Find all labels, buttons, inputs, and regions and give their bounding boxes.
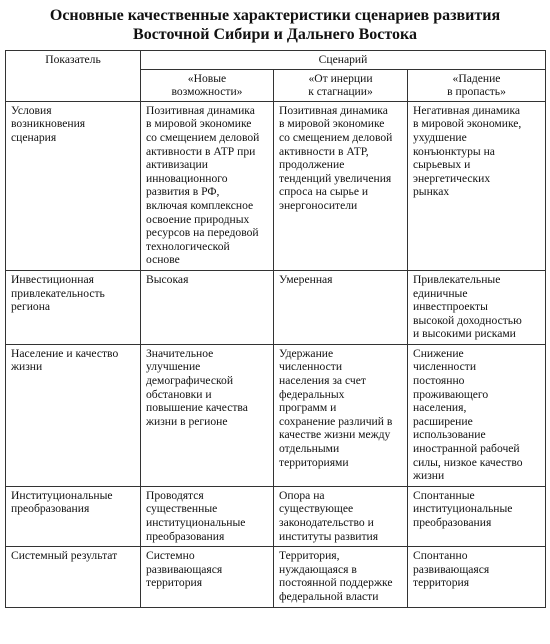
cell-line: активизации (146, 158, 208, 172)
cell-line: численности (279, 360, 343, 374)
cell-inertia (274, 547, 408, 607)
cell-new-opportunities (141, 344, 274, 486)
cell-line: программ и (279, 401, 337, 415)
table-row-conditions (6, 101, 546, 270)
cell-inertia (274, 486, 408, 546)
document-title (0, 6, 550, 44)
scenarios-table (5, 50, 546, 608)
cell-line: институциональные (413, 502, 513, 516)
cell-line: сценария (11, 130, 57, 144)
cell-line: нуждающаяся в (279, 562, 357, 576)
header-line: «Новые (187, 71, 227, 85)
cell-line: Высокая (146, 272, 189, 286)
cell-line: Население и качество (11, 346, 119, 360)
cell-line: и высокими рисками (413, 327, 516, 341)
cell-line: включая комплексное (146, 198, 254, 212)
cell-line: жизни (413, 469, 445, 483)
cell-line: спроса на сырье и (279, 185, 369, 199)
header-scenario-new-opportunities (141, 69, 274, 101)
header-row-1 (6, 51, 546, 70)
cell-line: Значительное (146, 346, 214, 360)
cell-line: институциональные (146, 516, 246, 529)
cell-line: преобразования (11, 502, 90, 516)
cell-line: жизни в регионе (146, 414, 228, 428)
cell-line: в мировой экономике, (413, 117, 522, 131)
cell-line: Опора на (279, 488, 325, 502)
cell-line: со смещением деловой (146, 130, 260, 144)
cell-line: отдельными (279, 442, 340, 456)
cell-line: постоянно (413, 374, 465, 388)
cell-line: конъюнктуры на (413, 144, 495, 158)
cell-line: повышение качества (146, 401, 248, 415)
cell-line: населения за счет (279, 374, 366, 388)
cell-line: Удержание (279, 346, 334, 360)
cell-line: возникновения (11, 117, 86, 131)
cell-line: Территория, (279, 549, 340, 563)
cell-line: территория (413, 576, 470, 590)
cell-line: Умеренная (279, 272, 333, 286)
header-line: «От инерции (308, 71, 373, 85)
cell-line: Условия (11, 103, 52, 117)
header-line: возможности» (171, 85, 243, 99)
cell-line: Институциональные (11, 488, 113, 502)
cell-line: преобразования (413, 516, 492, 529)
header-scenario-fall (408, 69, 546, 101)
cell-line: качестве жизни между (279, 428, 391, 442)
cell-line: энергетических (413, 171, 491, 185)
header-line: «Падение (452, 71, 501, 85)
cell-line: институты развития (279, 529, 379, 543)
cell-fall (408, 270, 546, 344)
cell-fall (408, 101, 546, 270)
header-indicator: Показатель (6, 51, 141, 102)
cell-line: Проводятся (146, 488, 204, 502)
cell-new-opportunities (141, 486, 274, 546)
cell-line: территориями (279, 455, 349, 469)
title-line-2: Восточной Сибири и Дальнего Востока (133, 26, 417, 43)
row-label (6, 547, 141, 607)
cell-line: со смещением деловой (279, 130, 393, 144)
cell-line: продолжение (279, 158, 345, 172)
cell-line: Инвестиционная (11, 272, 94, 286)
cell-line: Системно (146, 549, 195, 563)
cell-line: освоение природных (146, 212, 250, 226)
header-scenario: Сценарий (141, 51, 546, 70)
cell-line: энергоносители (279, 198, 358, 212)
row-label (6, 101, 141, 270)
cell-line: Позитивная динамика (146, 103, 255, 117)
header-line: в пропасть» (447, 85, 506, 99)
cell-line: силы, низкое качество (413, 455, 523, 469)
cell-line: Системный результат (11, 549, 118, 563)
header-line: к стагнации» (308, 85, 373, 99)
cell-line: населения, (413, 401, 467, 415)
title-line-1: Основные качественные характеристики сценариев развития (49, 7, 501, 24)
table-row-institutional (6, 486, 546, 546)
cell-new-opportunities (141, 547, 274, 607)
header-scenario-inertia (274, 69, 408, 101)
row-label (6, 270, 141, 344)
cell-line: постоянной поддержке (279, 576, 393, 590)
cell-line: Негативная динамика (413, 103, 521, 117)
cell-line: высокой доходностью (413, 313, 522, 327)
cell-line: существенные (146, 502, 218, 516)
cell-inertia (274, 344, 408, 486)
cell-line: привлекательность (11, 286, 105, 300)
table-row-investment (6, 270, 546, 344)
cell-line: рынках (413, 185, 450, 199)
cell-line: ресурсов на передовой (146, 226, 259, 240)
cell-inertia (274, 101, 408, 270)
cell-line: региона (11, 300, 51, 314)
cell-line: существующее (279, 502, 354, 516)
cell-line: обстановки и (146, 387, 212, 401)
cell-line: технологической (146, 239, 230, 253)
cell-line: развития в РФ, (146, 185, 220, 199)
cell-line: Снижение (413, 346, 464, 360)
cell-line: инновационного (146, 171, 228, 185)
cell-line: развивающаяся (146, 562, 223, 576)
cell-line: улучшение (146, 360, 201, 374)
cell-line: инвестпроекты (413, 300, 488, 314)
cell-line: иностранной рабочей (413, 442, 520, 456)
cell-line: развивающаяся (413, 562, 490, 576)
cell-line: Спонтанные (413, 488, 475, 502)
cell-line: основе (146, 253, 180, 267)
cell-line: территория (146, 576, 203, 590)
cell-line: федеральных (279, 387, 345, 401)
cell-line: Спонтанно (413, 549, 468, 563)
cell-line: тенденций увеличения (279, 171, 392, 185)
table-row-population (6, 344, 546, 486)
table-row-result (6, 547, 546, 607)
cell-fall (408, 486, 546, 546)
cell-line: Позитивная динамика (279, 103, 388, 117)
table-body (6, 101, 546, 607)
cell-inertia (274, 270, 408, 344)
cell-line: проживающего (413, 387, 489, 401)
cell-line: сохранение различий в (279, 414, 393, 428)
cell-line: ухудшение (413, 130, 467, 144)
row-label (6, 344, 141, 486)
cell-line: в мировой экономике (146, 117, 252, 131)
cell-line: жизни (11, 360, 43, 374)
cell-new-opportunities (141, 101, 274, 270)
cell-line: Привлекательные (413, 272, 501, 286)
cell-fall (408, 547, 546, 607)
row-label (6, 486, 141, 546)
cell-line: численности (413, 360, 477, 374)
cell-line: в мировой экономике (279, 117, 385, 131)
cell-line: единичные (413, 286, 468, 300)
cell-line: демографической (146, 374, 234, 388)
cell-line: активности в АТР, (279, 144, 369, 158)
cell-line: использование (413, 428, 486, 442)
cell-line: федеральной власти (279, 589, 379, 603)
cell-fall (408, 344, 546, 486)
cell-new-opportunities (141, 270, 274, 344)
cell-line: активности в АТР при (146, 144, 256, 158)
cell-line: законодательство и (279, 516, 374, 529)
cell-line: расширение (413, 414, 473, 428)
cell-line: сырьевых и (413, 158, 471, 172)
cell-line: преобразования (146, 529, 225, 543)
